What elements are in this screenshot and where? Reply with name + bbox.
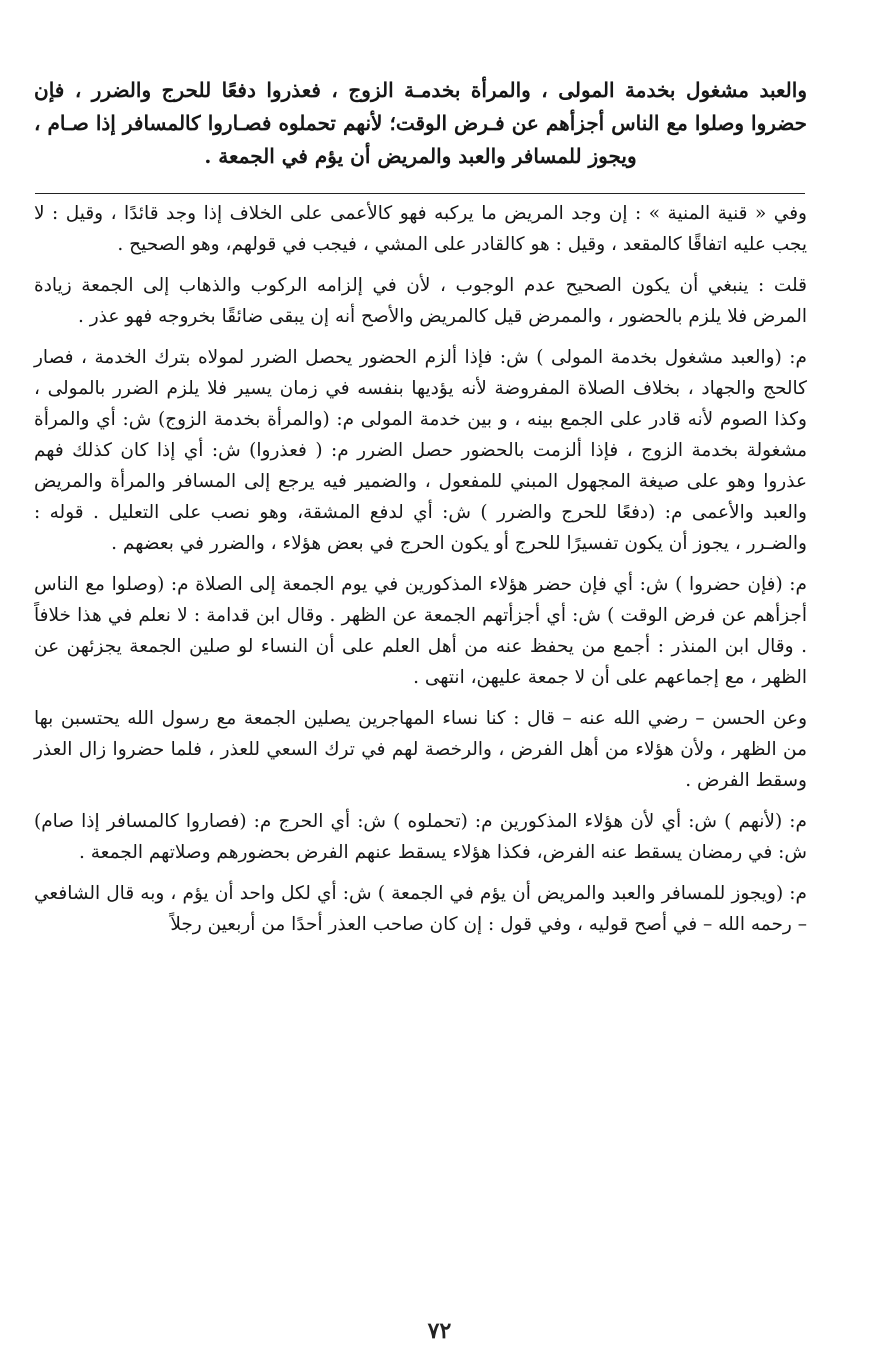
commentary-paragraph: وعن الحسن – رضي الله عنه – قال : كنا نساء المهاجرين يصلين الجمعة مع رسول الله يحتسبن بها من الظهر ، ولأن هؤلاء من أهل الفرض ، والرخصة لهم في ترك السعي للعذر ، فلما حضروا زال العذر وسقط الفرض . (34, 708, 807, 791)
commentary-paragraph: م: (ويجوز للمسافر والعبد والمريض أن يؤم في الجمعة ) ش: أي لكل واحد أن يؤم ، وبه قال الشافعي – رحمه الله – في أصح قوليه ، وفي قول : إن كان صاحب العذر أحدًا من أربعين رجلاً (34, 883, 807, 935)
commentary-paragraph: م: (لأنهم ) ش: أي لأن هؤلاء المذكورين م: (تحملوه ) ش: أي الحرج م: (فصاروا كالمسافر إذا صام) ش: في رمضان يسقط عنه الفرض، فكذا هؤلاء يسقط عنهم الفرض بحضورهم وصلاتهم الجمعة . (34, 811, 807, 863)
commentary-paragraph: وفي « قنية المنية » : إن وجد المريض ما يركبه فهو كالأعمى على الخلاف إذا وجد قائدًا ، وقيل : لا يجب عليه اتفاقًا كالمقعد ، وقيل : هو كالقادر على المشي ، فيجب في قولهم، وهو الصحيح . (34, 203, 807, 255)
matn-text: والعبد مشغول بخدمة المولى ، والمرأة بخدمـة الزوج ، فعذروا دفعًا للحرج والضرر ، فإن حضروا وصلوا مع الناس أجزأهم عن فـرض الوقت؛ لأنهم تحملوه فصـاروا كالمسافر إذا صـام ، ويجوز للمسافر والعبد والمريض أن يؤم في الجمعة . (34, 78, 807, 168)
commentary-paragraph: م: (والعبد مشغول بخدمة المولى ) ش: فإذا ألزم الحضور يحصل الضرر لمولاه بترك الخدمة ، فصار كالحج والجهاد ، بخلاف الصلاة المفروضة لأنه يؤديها بنفسه في زمان يسير فلا يلزم الضرر بالمولى ، وكذا الصوم لأنه قادر على الجمع بينه ، و بين خدمة المولى م: (والمرأة بخدمة الزوج) ش: أي والمرأة مشغولة بخدمة الزوج ، فإذا ألزمت بالحضور حصل الضرر م: ( فعذروا) ش: أي إذا كان كذلك فهم عذروا وهو على صيغة المجهول المبني للمفعول ، والضمير فيه يرجع إلى المسافر والمرأة والمريض والعبد والأعمى م: (دفعًا للحرج والضرر ) ش: أي لدفع المشقة، وهو نصب على التعليل . قوله : والضـرر ، يجوز أن يكون تفسيرًا للحرج أو يكون الحرج في بعض هؤلاء ، والضرر في بعضهم . (34, 347, 807, 554)
page-number: ٧٢ (427, 1318, 452, 1344)
commentary-paragraph: قلت : ينبغي أن يكون الصحيح عدم الوجوب ، لأن في إلزامه الركوب والذهاب إلى الجمعة زيادة المرض فلا يلزم بالحضور ، والممرض قيل كالمريض والأصح أنه إن يبقى ضائقًا بخروجه فهو عذر . (34, 275, 807, 327)
commentary-paragraph: م: (فإن حضروا ) ش: أي فإن حضر هؤلاء المذكورين في يوم الجمعة إلى الصلاة م: (وصلوا مع الناس أجزأهم عن فرض الوقت ) ش: أي أجزأتهم الجمعة عن الظهر . وقال ابن قدامة : لا نعلم في هذا خلافاً . وقال ابن المنذر : أجمع من يحفظ عنه من أهل العلم على أن النساء لو صلين الجمعة يجزئهن عن الظهر ، مع إجماعهم على أن لا جمعة عليهن، انتهى . (34, 574, 807, 688)
commentary-section (34, 198, 807, 940)
footnote-divider (35, 193, 805, 194)
